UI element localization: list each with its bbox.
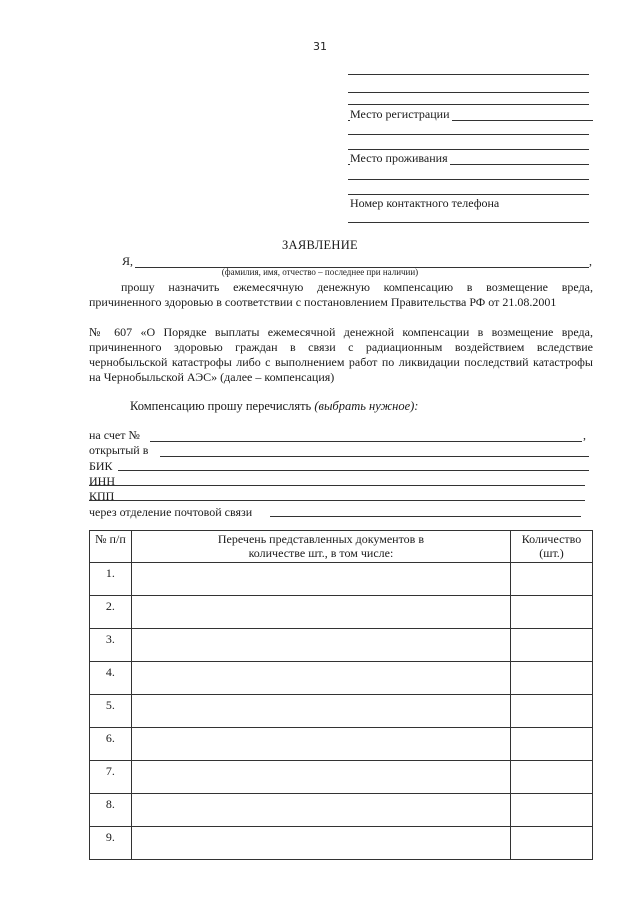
- table-row: [90, 794, 593, 827]
- phone-field[interactable]: [348, 222, 589, 223]
- quantity-cell[interactable]: [511, 563, 593, 596]
- header-line-4[interactable]: [348, 134, 589, 135]
- row-number: 3.: [90, 629, 132, 662]
- applicant-caption: (фамилия, имя, отчество – последнее при наличии): [221, 267, 419, 277]
- row-number: 4.: [90, 662, 132, 695]
- document-cell[interactable]: [131, 563, 510, 596]
- registration-label: Место регистрации: [350, 107, 450, 121]
- document-title: ЗАЯВЛЕНИЕ: [282, 238, 358, 252]
- header-line-2[interactable]: [348, 92, 589, 93]
- row-number: 2.: [90, 596, 132, 629]
- body-paragraph-1: прошу назначить ежемесячную денежную компенсацию в возмещение вреда, причиненного здоровью в соответствии с постановлением Правительства РФ от 21.08.2001: [89, 280, 593, 309]
- document-cell[interactable]: [131, 827, 510, 860]
- table-row: [90, 695, 593, 728]
- document-cell[interactable]: [131, 761, 510, 794]
- table-row: [90, 596, 593, 629]
- quantity-cell[interactable]: [511, 827, 593, 860]
- document-cell[interactable]: [131, 695, 510, 728]
- phone-label: Номер контактного телефона: [350, 196, 500, 210]
- payment-prompt: [130, 399, 418, 414]
- quantity-cell[interactable]: [511, 794, 593, 827]
- row-number: 6.: [90, 728, 132, 761]
- applicant-prefix: Я,: [122, 254, 134, 268]
- header-line-6[interactable]: [348, 179, 589, 180]
- quantity-cell[interactable]: [511, 662, 593, 695]
- document-cell[interactable]: [131, 629, 510, 662]
- payment-prompt-text: Компенсацию прошу перечислять: [130, 399, 312, 413]
- inn-field[interactable]: [89, 485, 585, 486]
- page-number: 31: [313, 40, 327, 53]
- documents-table: [89, 530, 593, 860]
- bik-field[interactable]: [118, 470, 589, 471]
- table-row: [90, 662, 593, 695]
- table-row: [90, 761, 593, 794]
- header-line-5[interactable]: [348, 149, 589, 150]
- row-number: 5.: [90, 695, 132, 728]
- quantity-cell[interactable]: [511, 728, 593, 761]
- document-cell[interactable]: [131, 596, 510, 629]
- table-row: [90, 728, 593, 761]
- header-line-3[interactable]: [348, 104, 589, 105]
- applicant-suffix: ,: [589, 254, 592, 268]
- table-row: [90, 563, 593, 596]
- header-documents: Перечень представленных документов в количестве шт., в том числе:: [131, 531, 510, 563]
- account-label: на счет №: [89, 428, 140, 442]
- table-header-row: [90, 531, 593, 563]
- row-number: 7.: [90, 761, 132, 794]
- header-quantity: Количество (шт.): [511, 531, 593, 563]
- quantity-cell[interactable]: [511, 629, 593, 662]
- post-office-field[interactable]: [270, 516, 581, 517]
- quantity-cell[interactable]: [511, 596, 593, 629]
- header-line-7[interactable]: [348, 194, 589, 195]
- header-number: № п/п: [90, 531, 132, 563]
- table-row: [90, 629, 593, 662]
- account-field[interactable]: [150, 441, 582, 442]
- residence-label: Место проживания: [350, 151, 448, 165]
- row-number: 9.: [90, 827, 132, 860]
- payment-prompt-note: (выбрать нужное):: [314, 399, 419, 413]
- document-cell[interactable]: [131, 794, 510, 827]
- account-suffix: ,: [583, 428, 586, 442]
- kpp-label: КПП: [89, 489, 115, 503]
- body-paragraph-2: № 607 «О Порядке выплаты ежемесячной денежной компенсации в возмещение вреда, причиненного здоровью граждан в связи с радиационным воздействием вследствие чернобыльской катастрофы либо с выполнением работ по ликвидации последствий катастрофы на Чернобыльской АЭС» (далее – компенсация): [89, 325, 593, 384]
- row-number: 8.: [90, 794, 132, 827]
- bank-label: открытый в: [89, 443, 149, 457]
- row-number: 1.: [90, 563, 132, 596]
- document-cell[interactable]: [131, 662, 510, 695]
- post-office-label: через отделение почтовой связи: [89, 505, 253, 519]
- bank-field[interactable]: [160, 456, 589, 457]
- header-line-1[interactable]: [348, 74, 589, 75]
- quantity-cell[interactable]: [511, 761, 593, 794]
- kpp-field[interactable]: [89, 500, 585, 501]
- bik-label: БИК: [89, 459, 113, 473]
- document-cell[interactable]: [131, 728, 510, 761]
- inn-label: ИНН: [89, 474, 115, 488]
- quantity-cell[interactable]: [511, 695, 593, 728]
- table-row: [90, 827, 593, 860]
